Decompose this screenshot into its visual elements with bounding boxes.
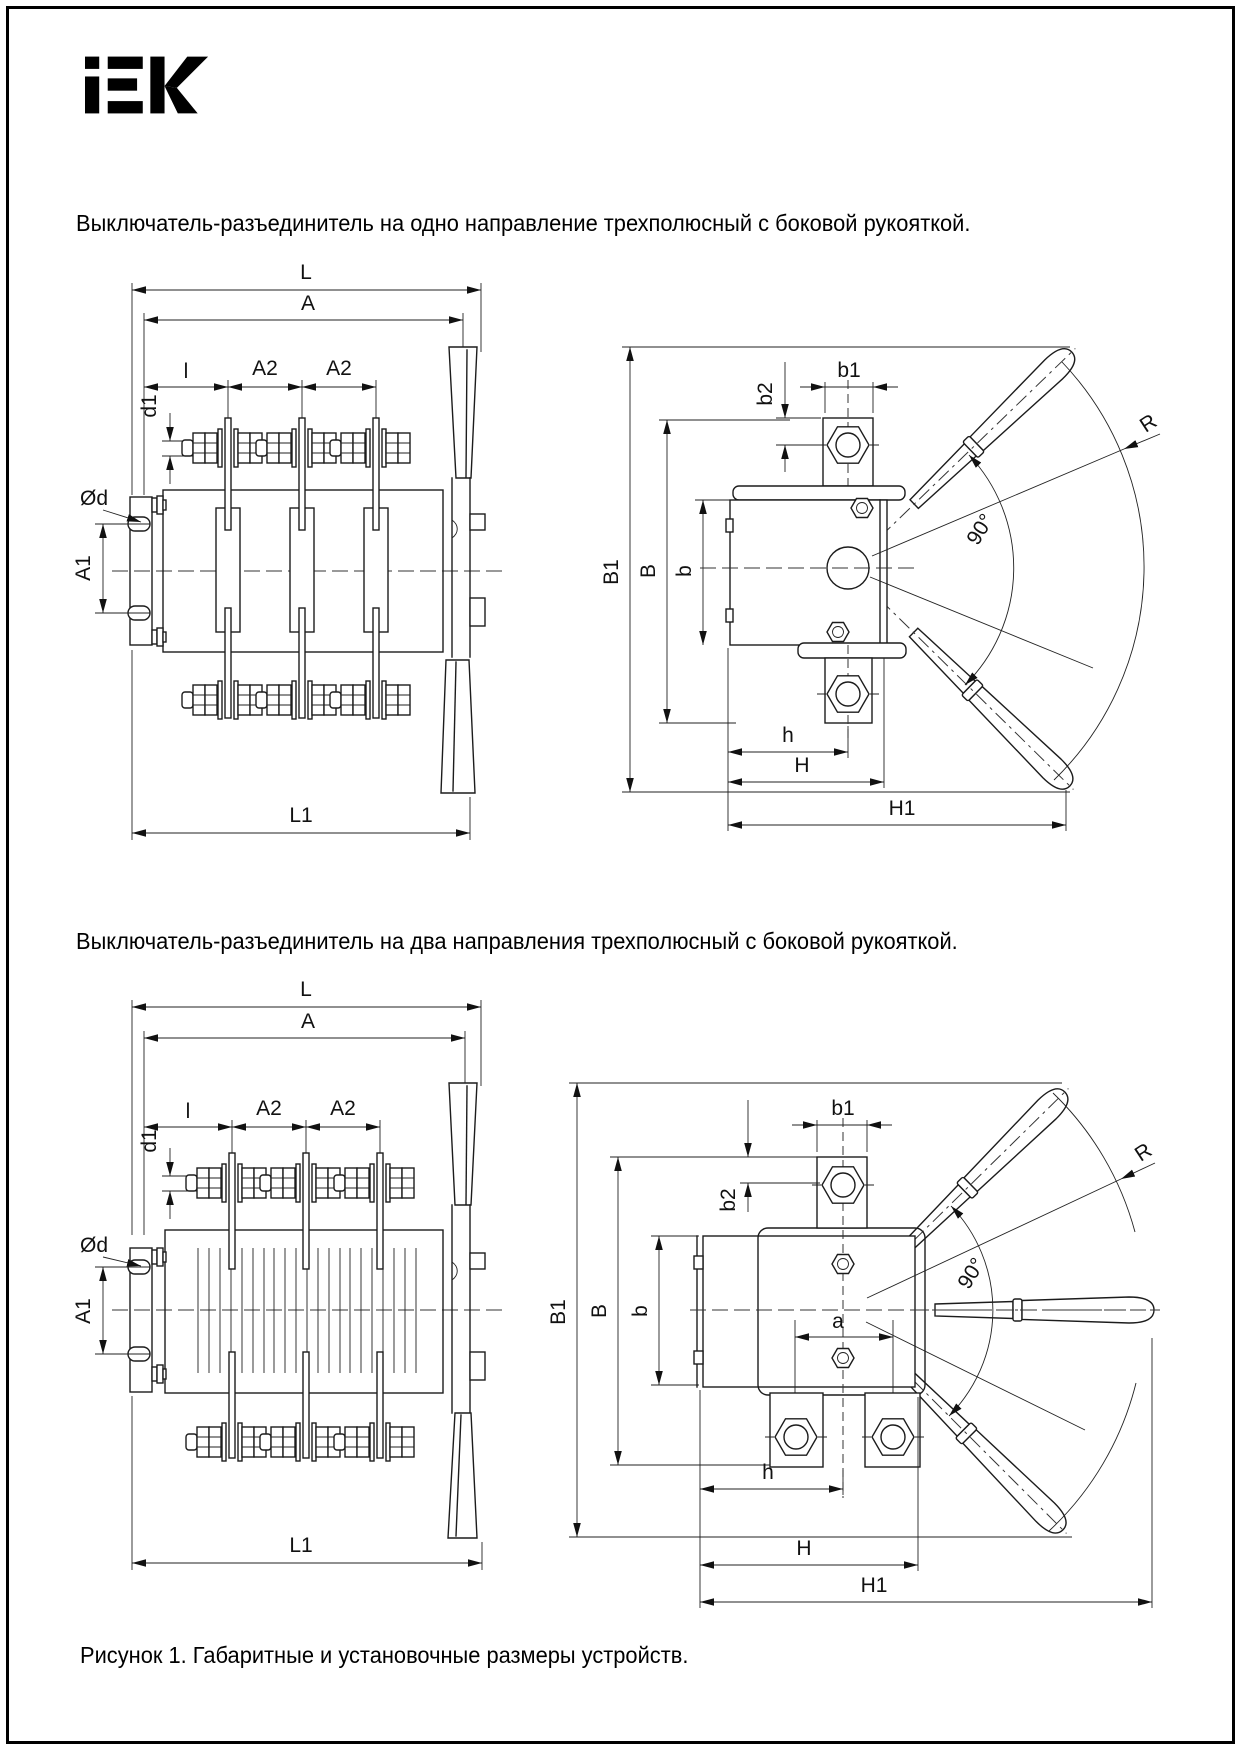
dim-b2: b2 bbox=[754, 382, 777, 406]
dim-R: R bbox=[1135, 409, 1162, 438]
dim-diameter-d: Ød bbox=[80, 487, 109, 510]
dim-A: A bbox=[300, 292, 316, 315]
dim-d1: d1 bbox=[138, 394, 161, 418]
dim-l: l bbox=[183, 360, 189, 383]
dim-B: B bbox=[637, 563, 660, 579]
dim-diameter-d: Ød bbox=[80, 1234, 109, 1257]
dim-h: h bbox=[762, 1461, 774, 1484]
dim-A2: A2 bbox=[330, 1097, 356, 1120]
dim-h: h bbox=[782, 724, 794, 747]
dim-b2: b2 bbox=[717, 1188, 740, 1212]
figure2-side-view bbox=[547, 1079, 1160, 1608]
figure1-side-view bbox=[600, 339, 1161, 831]
dim-A2: A2 bbox=[256, 1097, 282, 1120]
figure-caption: Рисунок 1. Габаритные и установочные размеры устройств. bbox=[80, 1642, 689, 1668]
dim-A2: A2 bbox=[326, 357, 352, 380]
pole-contacts bbox=[182, 418, 410, 719]
handle-down-position bbox=[871, 590, 1083, 798]
dim-H: H bbox=[796, 1537, 812, 1560]
dim-d1: d1 bbox=[138, 1129, 161, 1153]
handle-edge-view bbox=[441, 347, 485, 793]
dim-L1: L1 bbox=[289, 804, 313, 827]
dim-A1: A1 bbox=[72, 1298, 95, 1324]
dim-b1: b1 bbox=[837, 359, 861, 382]
figure1-title: Выключатель-разъединитель на одно направление трехполюсный с боковой рукояткой. bbox=[76, 210, 971, 236]
dim-angle-90: 90° bbox=[962, 509, 999, 550]
dim-angle-90: 90° bbox=[953, 1253, 990, 1294]
dim-b: b bbox=[629, 1305, 652, 1317]
dim-L: L bbox=[300, 978, 312, 1001]
dim-B1: B1 bbox=[547, 1299, 570, 1325]
dim-l: l bbox=[185, 1100, 191, 1123]
figure1-front-view bbox=[72, 261, 505, 840]
dim-H: H bbox=[794, 754, 810, 777]
dim-a: a bbox=[832, 1310, 844, 1333]
dim-L: L bbox=[300, 261, 312, 284]
dim-A2: A2 bbox=[252, 357, 278, 380]
figure2-front-view bbox=[72, 978, 505, 1570]
dim-A: A bbox=[300, 1010, 316, 1033]
dim-H1: H1 bbox=[860, 1574, 888, 1597]
dim-B: B bbox=[588, 1303, 611, 1319]
dim-L1: L1 bbox=[289, 1534, 313, 1557]
dim-B1: B1 bbox=[600, 559, 623, 585]
figure2-title: Выключатель-разъединитель на два направления трехполюсный с боковой рукояткой. bbox=[76, 928, 958, 954]
dim-A1: A1 bbox=[72, 555, 95, 581]
dim-R: R bbox=[1130, 1138, 1157, 1167]
dim-b: b bbox=[673, 565, 696, 577]
dim-H1: H1 bbox=[888, 797, 916, 820]
dim-b1: b1 bbox=[831, 1097, 855, 1120]
